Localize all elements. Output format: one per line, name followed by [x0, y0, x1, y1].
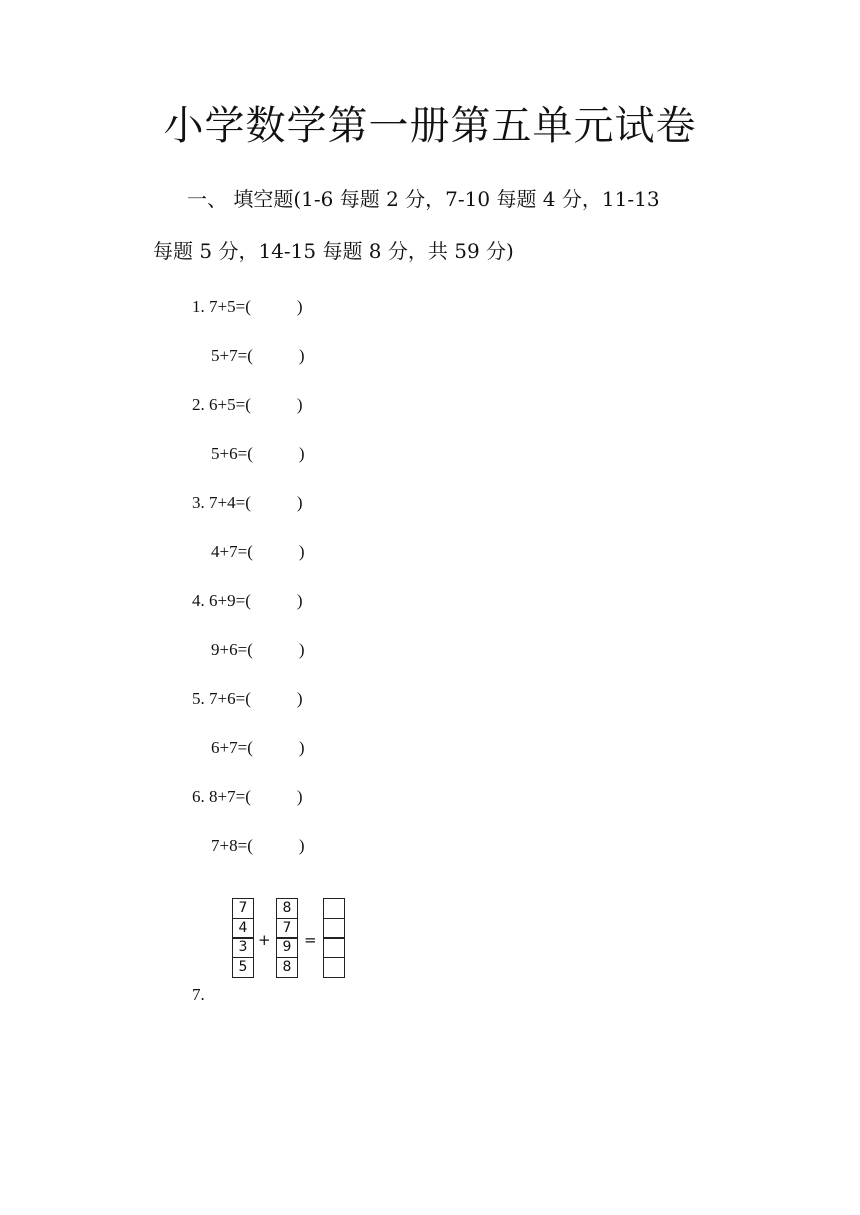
close-paren: )	[296, 689, 303, 708]
open-paren: (	[245, 493, 251, 512]
answer-cell[interactable]	[323, 898, 345, 919]
open-paren: (	[245, 395, 251, 414]
question-number: 5.	[192, 689, 205, 708]
q7-left-column	[232, 898, 254, 978]
answer-cell[interactable]	[323, 918, 345, 939]
q7-right-column	[276, 898, 298, 978]
equation: 6+7=	[211, 738, 248, 757]
close-paren: )	[296, 493, 303, 512]
answer-cell[interactable]	[323, 937, 345, 958]
close-paren: )	[296, 395, 303, 414]
question-2-line-1	[192, 395, 303, 415]
equation: 7+4=	[209, 493, 246, 512]
question-5-line-2	[211, 738, 305, 758]
equation: 6+5=	[209, 395, 246, 414]
question-number: 4.	[192, 591, 205, 610]
question-1-line-1	[192, 297, 303, 317]
open-paren: (	[247, 738, 253, 757]
section-heading-line2: 每题 5 分，14-15 每题 8 分，共 59 分)	[153, 239, 514, 263]
open-paren: (	[247, 444, 253, 463]
open-paren: (	[245, 591, 251, 610]
digit-cell: 9	[276, 937, 298, 958]
equation: 7+8=	[211, 836, 248, 855]
equation: 5+7=	[211, 346, 248, 365]
open-paren: (	[245, 297, 251, 316]
q7-number: 7.	[192, 985, 205, 1004]
open-paren: (	[245, 787, 251, 806]
open-paren: (	[247, 836, 253, 855]
question-4-line-1	[192, 591, 303, 611]
question-4-line-2	[211, 640, 305, 660]
question-5-line-1	[192, 689, 303, 709]
equation: 9+6=	[211, 640, 248, 659]
plus-sign: +	[258, 931, 271, 949]
question-1-line-2	[211, 346, 305, 366]
close-paren: )	[298, 836, 305, 855]
digit-cell: 8	[276, 957, 298, 978]
question-number: 1.	[192, 297, 205, 316]
close-paren: )	[296, 591, 303, 610]
digit-cell: 7	[276, 918, 298, 939]
equation: 4+7=	[211, 542, 248, 561]
open-paren: (	[247, 346, 253, 365]
open-paren: (	[247, 640, 253, 659]
close-paren: )	[298, 542, 305, 561]
equation: 8+7=	[209, 787, 246, 806]
close-paren: )	[298, 738, 305, 757]
question-number: 3.	[192, 493, 205, 512]
section-heading-line1: 一、 填空题(1-6 每题 2 分，7-10 每题 4 分，11-13	[187, 187, 660, 211]
close-paren: )	[298, 346, 305, 365]
equation: 6+9=	[209, 591, 246, 610]
close-paren: )	[296, 787, 303, 806]
equals-sign: =	[304, 931, 317, 949]
open-paren: (	[245, 689, 251, 708]
digit-cell: 5	[232, 957, 254, 978]
digit-cell: 3	[232, 937, 254, 958]
digit-cell: 4	[232, 918, 254, 939]
close-paren: )	[298, 444, 305, 463]
question-2-line-2	[211, 444, 305, 464]
question-6-line-1	[192, 787, 303, 807]
q7-answer-column	[323, 898, 345, 978]
answer-cell[interactable]	[323, 957, 345, 978]
question-3-line-2	[211, 542, 305, 562]
digit-cell: 8	[276, 898, 298, 919]
equation: 5+6=	[211, 444, 248, 463]
equation: 7+5=	[209, 297, 246, 316]
question-number: 6.	[192, 787, 205, 806]
question-3-line-1	[192, 493, 303, 513]
equation: 7+6=	[209, 689, 246, 708]
open-paren: (	[247, 542, 253, 561]
question-6-line-2	[211, 836, 305, 856]
question-number: 2.	[192, 395, 205, 414]
page-title: 小学数学第一册第五单元试卷	[163, 103, 697, 149]
close-paren: )	[298, 640, 305, 659]
close-paren: )	[296, 297, 303, 316]
digit-cell: 7	[232, 898, 254, 919]
q7-figure	[230, 898, 350, 990]
